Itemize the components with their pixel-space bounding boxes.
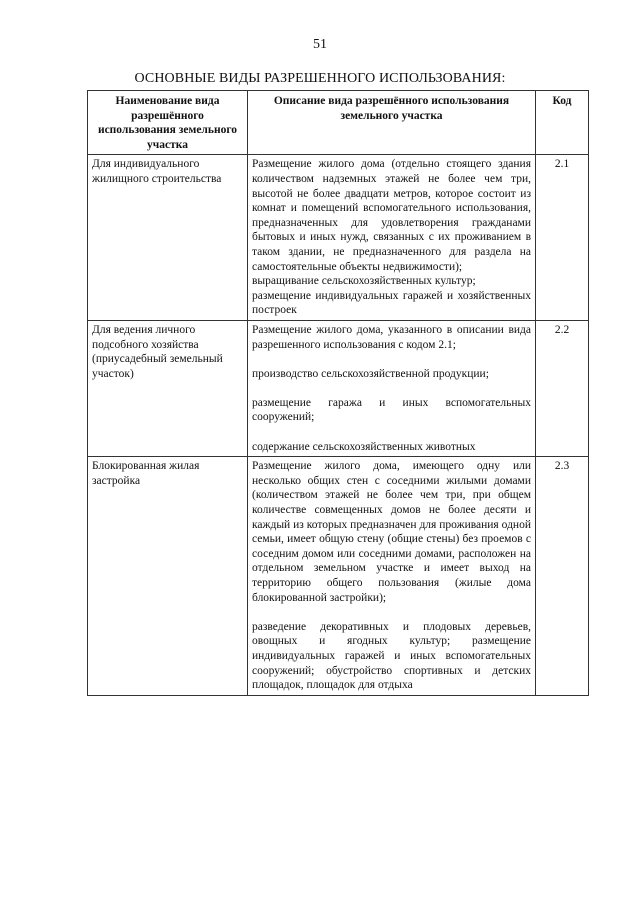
description-paragraph: Размещение жилого дома, указанного в описании вида разрешенного использования с кодом 2.1; — [252, 323, 531, 351]
description-paragraph: содержание сельскохозяйственных животных — [252, 440, 476, 453]
use-type-description — [248, 457, 536, 696]
use-type-name: Для ведения личного подсобного хозяйства (приусадебный земельный участок) — [88, 320, 248, 456]
description-paragraph: Размещение жилого дома, имеющего одну или несколько общих стен с соседними жилыми домами (количеством этажей не более чем три, при общем количестве совмещенных домов не более десяти и каждый из которых предназначен для проживания одной семьи, имеет общую стену (общие стены) без проемов с соседним домом или соседними домами, расположен на отдельном земельном участке и имеет выход на территорию общего пользования (жилые дома блокированной застройки); — [252, 460, 531, 604]
use-type-name: Блокированная жилая застройка — [88, 457, 248, 696]
description-paragraph: выращивание сельскохозяйственных культур; — [252, 275, 476, 288]
use-type-description — [248, 155, 536, 321]
header-code: Код — [536, 91, 589, 155]
use-type-name: Для индивидуального жилищного строительства — [88, 155, 248, 321]
table-header-row — [88, 91, 589, 155]
use-type-description — [248, 320, 536, 456]
table-row — [88, 155, 589, 321]
header-name: Наименование вида разрешённого использования земельного участка — [88, 91, 248, 155]
description-paragraph: разведение декоративных и плодовых деревьев, овощных и ягодных культур; размещение индивидуальных гаражей и иных вспомогательных сооружений; обустройство спортивных и детских площадок, площадок для отдыха — [252, 620, 531, 692]
description-paragraph: Размещение жилого дома (отдельно стоящего здания количеством надземных этажей не более чем три, высотой не более двадцати метров, которое состоит из комнат и помещений вспомогательного использования, предназначенных для удовлетворения гражданами бытовых и иных нужд, связанных с их проживанием в таком здании, не предназначенного для раздела на самостоятельные объекты недвижимости); — [252, 158, 531, 273]
section-title: ОСНОВНЫЕ ВИДЫ РАЗРЕШЕННОГО ИСПОЛЬЗОВАНИЯ: — [134, 71, 506, 86]
description-paragraph: производство сельскохозяйственной продукции; — [252, 367, 489, 380]
use-type-code: 2.1 — [536, 155, 589, 321]
table-row — [88, 457, 589, 696]
page-number: 51 — [313, 37, 327, 52]
land-use-table — [87, 90, 589, 696]
header-description: Описание вида разрешённого использования земельного участка — [248, 91, 536, 155]
table-row — [88, 320, 589, 456]
description-paragraph: размещение индивидуальных гаражей и хозяйственных построек — [252, 289, 531, 317]
description-paragraph: размещение гаража и иных вспомогательных сооружений; — [252, 396, 531, 424]
use-type-code: 2.2 — [536, 320, 589, 456]
use-type-code: 2.3 — [536, 457, 589, 696]
